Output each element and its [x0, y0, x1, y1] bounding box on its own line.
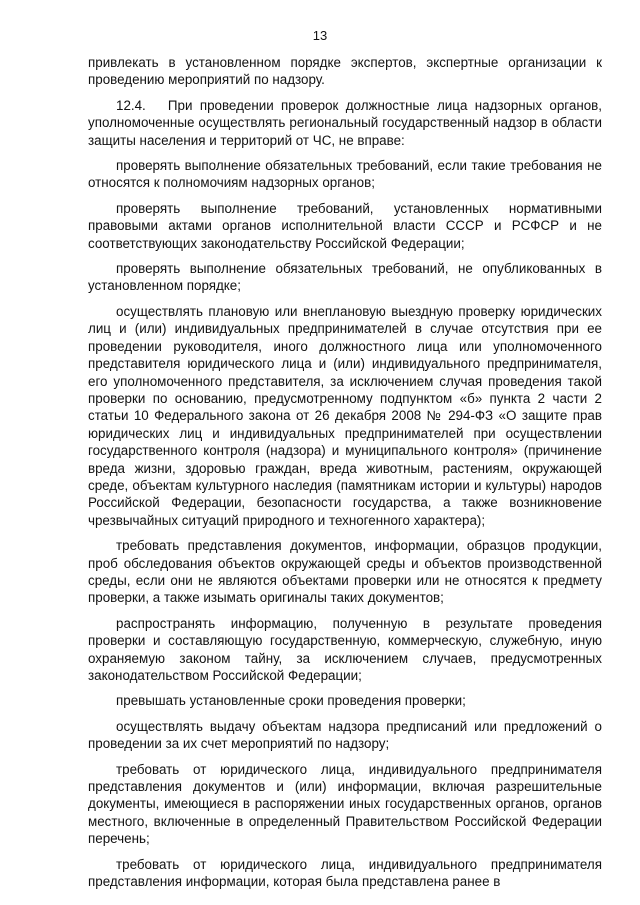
list-item: превышать установленные сроки проведения проверки; [116, 693, 466, 709]
list-item: распространять информацию, полученную в результате проведения проверки и составляющую государственную, коммерческую, служебную, иную охраняемую законом тайну, за исключением случаев, предусмотренных законодательством Российской Федерации; [88, 615, 602, 683]
list-item: проверять выполнение требований, установленных нормативными правовыми актами органов исполнительной власти СССР и РСФСР и не соответствующих законодательству Российской Федерации; [88, 200, 602, 251]
page-number: 13 [312, 28, 328, 43]
list-item: проверять выполнение обязательных требований, не опубликованных в установленном порядке; [88, 261, 602, 294]
list-item: требовать представления документов, информации, образцов продукции, проб обследования объектов окружающей среды и объектов производственной среды, если они не являются объектами проверки или не относятся к предмету проверки, а также изымать оригиналы таких документов; [88, 538, 602, 606]
list-item: требовать от юридического лица, индивидуального предпринимателя представления информации, которая была представлена ранее в [88, 856, 602, 890]
list-item: осуществлять выдачу объектам надзора предписаний или предложений о проведении за их счет мероприятий по надзору; [88, 718, 602, 752]
paragraph-continuation: привлекать в установленном порядке экспертов, экспертные организации к проведению мероприятий по надзору. [88, 55, 602, 88]
document-body [88, 54, 602, 898]
list-item: осуществлять плановую или внеплановую выездную проверку юридических лиц и (или) индивидуальных предпринимателей в случае отсутствия при ее проведении руководителя, иного должностного лица или уполномоченного представителя юридического лица и (или) индивидуального предпринимателя, его уполномоченного представителя, за исключением случая проведения такой проверки по основанию, предусмотренному подпунктом «б» пункта 2 части 2 статьи 10 Федерального закона от 26 декабря 2008 № 294-ФЗ «О защите прав юридических лиц и индивидуальных предпринимателей при осуществлении государственного контроля (надзора) и муниципального контроля» (причинение вреда жизни, здоровью граждан, вреда животным, растениям, окружающей среде, объектам культурного наследия (памятникам истории и культуры) народов Российской Федерации, безопасности государства, а также возникновение чрезвычайных ситуаций природного и техногенного характера); [88, 303, 602, 528]
list-item: требовать от юридического лица, индивидуального предпринимателя представления документов и (или) информации, включая разрешительные документы, имеющиеся в распоряжении иных государственных органов, органов местного, включенные в определенный Правительством Российской Федерации перечень; [88, 761, 602, 847]
list-item: проверять выполнение обязательных требований, если такие требования не относятся к полномочиям надзорных органов; [88, 158, 602, 191]
paragraph-clause-12-4: 12.4. При проведении проверок должностные лица надзорных органов, уполномоченные осуществлять региональный государственный надзор в области защиты населения и территорий от ЧС, не вправе: [88, 97, 602, 148]
